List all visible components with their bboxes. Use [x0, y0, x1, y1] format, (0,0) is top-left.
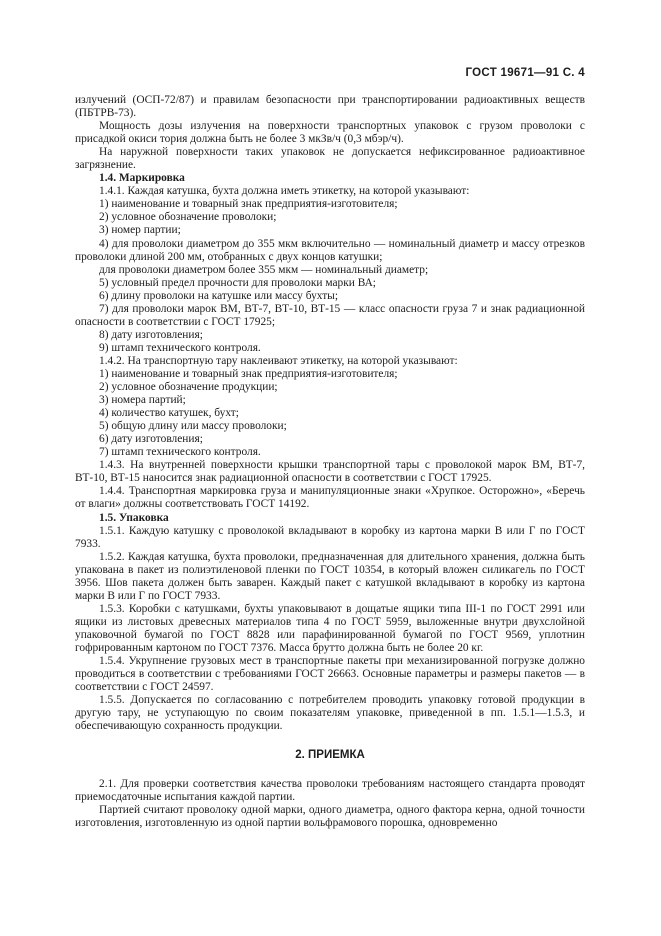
list-item: 3) номера партий;	[99, 394, 186, 407]
list-item: 5) условный предел прочности для проволоки марки ВА;	[99, 276, 376, 289]
paragraph: 4) для проволоки диаметром до 355 мкм включительно — номинальный диаметр и массу отрезков проволоки длиной 200 мм, отобранных с двух концов катушки;	[75, 237, 585, 263]
paragraph: 1.4.2. На транспортную тару наклеивают этикетку, на которой указывают:	[99, 354, 458, 367]
list-item: 8) дату изготовления;	[99, 328, 203, 341]
list-item: 4) количество катушек, бухт;	[99, 407, 239, 420]
list-item: 3) номер партии;	[99, 224, 181, 237]
paragraph: 1.5.1. Каждую катушку с проволокой вкладывают в коробку из картона марки В или Г по ГОСТ 7933.	[75, 524, 585, 550]
paragraph: 1.4.1. Каждая катушка, бухта должна иметь этикетку, на которой указывают:	[99, 185, 470, 198]
paragraph: 1.5.2. Каждая катушка, бухта проволоки, предназначенная для длительного хранения, должна быть упакована в пакет из полиэтиленовой пленки по ГОСТ 10354, в который вложен силикагель по ГОСТ 3956. Шов пакета должен быть заварен. Каждый пакет с катушкой вкладывают в коробку из картона марки В или Г по ГОСТ 7933.	[75, 550, 585, 602]
subsection-heading: 1.5. Упаковка	[99, 511, 169, 524]
paragraph: 1.5.3. Коробки с катушками, бухты упаковывают в дощатые ящики типа III-1 по ГОСТ 2991 или ящики из листовых древесных материалов типа 4 по ГОСТ 5959, выложенные внутри двухслойной упаковочной бумагой по ГОСТ 8828 или парафинированной бумагой по ГОСТ 9569, уплотнин гофрированным картоном по ГОСТ 7376. Масса брутто должна быть не более 20 кг.	[75, 602, 585, 654]
paragraph: 1.5.5. Допускается по согласованию с потребителем проводить упаковку готовой продукции в другую тару, не уступающую по своим показателям упаковке, приведенной в пп. 1.5.1—1.5.3, и обеспечивающую сохранность продукции.	[75, 694, 585, 733]
paragraph: 2.1. Для проверки соответствия качества проволоки требованиям настоящего стандарта проводят приемосдаточные испытания каждой партии.	[75, 778, 585, 804]
paragraph: Мощность дозы излучения на поверхности транспортных упаковок с грузом проволоки с присадкой окиси тория должна быть не более 3 мкЗв/ч (0,3 мбэр/ч).	[75, 120, 585, 146]
paragraph: 1.4.4. Транспортная маркировка груза и манипуляционные знаки «Хрупкое. Осторожно», «Беречь от влаги» должны соответствовать ГОСТ 14192.	[75, 485, 585, 511]
list-item: 2) условное обозначение продукции;	[99, 381, 278, 394]
paragraph: 1.5.4. Укрупнение грузовых мест в транспортные пакеты при механизированной погрузке должно проводиться в соответствии с требованиями ГОСТ 26663. Основные параметры и размеры пакетов — в соответствии с ГОСТ 24597.	[75, 655, 585, 694]
subsection-heading: 1.4. Маркировка	[99, 172, 185, 185]
page-header: ГОСТ 19671—91 С. 4	[465, 67, 585, 79]
list-item: для проволоки диаметром более 355 мкм — номинальный диаметр;	[99, 263, 429, 276]
section-heading: 2. ПРИЕМКА	[295, 749, 365, 762]
paragraph: 7) для проволоки марок ВМ, ВТ-7, ВТ-10, ВТ-15 — класс опасности груза 7 и знак радиационной опасности в соответствии с ГОСТ 17925;	[75, 302, 585, 328]
paragraph: излучений (ОСП-72/87) и правилам безопасности при транспортировании радиоактивных веществ (ПБТРВ-73).	[75, 94, 585, 120]
list-item: 5) общую длину или массу проволоки;	[99, 420, 287, 433]
list-item: 1) наименование и товарный знак предприятия-изготовителя;	[99, 367, 398, 380]
paragraph: Партией считают проволоку одной марки, одного диаметра, одного фактора керна, одной точности изготовления, изготовленную из одной партии вольфрамового порошка, одновременно	[75, 804, 585, 830]
list-item: 6) длину проволоки на катушке или массу бухты;	[99, 289, 338, 302]
paragraph: 1.4.3. На внутренней поверхности крышки транспортной тары с проволокой марок ВМ, ВТ-7, ВТ-10, ВТ-15 наносится знак радиационной опасности в соответствии с ГОСТ 17925.	[75, 459, 585, 485]
paragraph: На наружной поверхности таких упаковок не допускается нефиксированное радиоактивное загрязнение.	[75, 146, 585, 172]
list-item: 1) наименование и товарный знак предприятия-изготовителя;	[99, 198, 398, 211]
list-item: 9) штамп технического контроля.	[99, 341, 261, 354]
list-item: 6) дату изготовления;	[99, 433, 203, 446]
list-item: 2) условное обозначение проволоки;	[99, 211, 277, 224]
list-item: 7) штамп технического контроля.	[99, 446, 261, 459]
document-body	[75, 94, 585, 831]
